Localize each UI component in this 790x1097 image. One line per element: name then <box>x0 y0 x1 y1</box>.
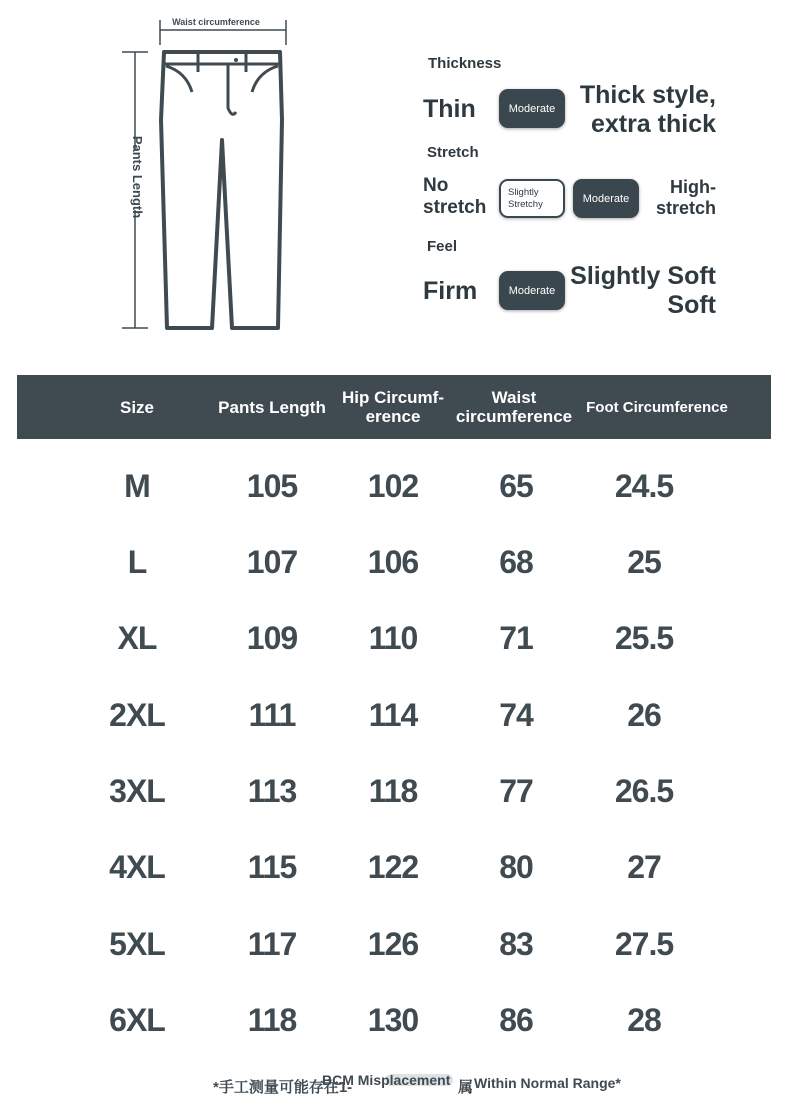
header-waist-circumference: Waist circumference <box>455 388 573 426</box>
table-row: 5XL 117 126 83 27.5 <box>109 925 674 962</box>
header-size: Size <box>119 397 155 417</box>
thickness-high-line2: extra thick <box>590 110 716 138</box>
stretch-high-label <box>656 177 716 219</box>
stretch-low-label <box>423 175 486 219</box>
footnote-prefix: *手工测量可能存在1- <box>213 1079 353 1096</box>
header-foot-circumference: Foot Circumference <box>586 398 728 416</box>
feel-high-line1: Slightly Soft <box>570 262 716 290</box>
footnote-suffix-char: 属 <box>458 1079 474 1096</box>
footnote-suffix: Within Normal Range* <box>474 1075 621 1091</box>
stretch-option-line1: Slightly <box>508 186 539 198</box>
feel-title: Feel <box>427 238 458 255</box>
stretch-low-line1: No <box>423 175 449 196</box>
stretch-title: Stretch <box>427 144 479 161</box>
feel-low-label: Firm <box>423 277 478 305</box>
measurement-footnote <box>0 1070 790 1096</box>
table-row: 6XL 118 130 86 28 <box>109 1001 661 1038</box>
header-hip-circumference: Hip Circumf- erence <box>342 388 444 426</box>
stretch-high-line2: stretch <box>655 198 716 218</box>
pants-length-label: Pants Length <box>130 135 145 219</box>
feel-high-label <box>570 262 716 320</box>
table-row: 4XL 115 122 80 27 <box>109 848 661 885</box>
thickness-high-label <box>580 81 716 139</box>
thickness-low-label: Thin <box>423 95 476 123</box>
stretch-selected-pill: Moderate <box>573 179 639 218</box>
footnote-overlay: BCM Misplacement <box>322 1072 451 1088</box>
table-row: M 105 102 65 24.5 <box>124 467 674 504</box>
feel-selected-pill: Moderate <box>499 271 565 310</box>
size-table-header <box>17 375 771 439</box>
thickness-title: Thickness <box>428 55 502 72</box>
thickness-selected-pill: Moderate <box>499 89 565 128</box>
header-pants-length: Pants Length <box>218 397 326 417</box>
stretch-slightly-stretchy-pill <box>499 179 565 218</box>
thickness-high-line1: Thick style, <box>579 81 716 109</box>
table-row: 2XL 111 114 74 26 <box>109 696 661 733</box>
stretch-low-line2: stretch <box>423 197 487 218</box>
table-row: XL 109 110 71 25.5 <box>117 619 674 656</box>
stretch-option-line2: Stretchy <box>508 198 543 210</box>
stretch-high-line1: High- <box>670 177 716 197</box>
table-row: L 107 106 68 25 <box>127 543 661 580</box>
table-row: 3XL 113 118 77 26.5 <box>109 772 674 809</box>
waist-circumference-label: Waist circumference <box>172 17 260 27</box>
feel-high-line2: Soft <box>667 291 716 319</box>
